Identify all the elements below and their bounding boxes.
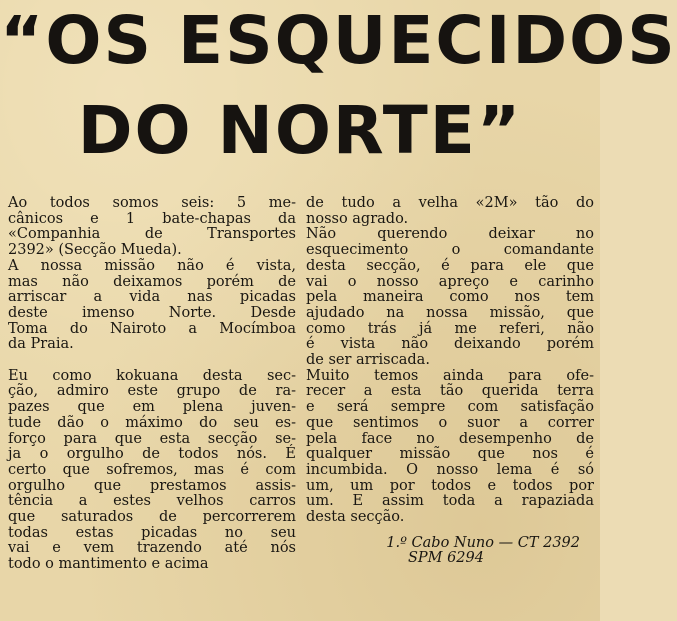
headline-line-1: “OS ESQUECIDOS	[0, 2, 677, 79]
text-line: vai e vem trazendo até nós	[8, 540, 296, 557]
text-line: Não querendo deixar no	[306, 226, 594, 243]
text-line: que sentimos o suor a correr	[306, 414, 594, 431]
text-line: Toma do Nairoto a Mocímboa	[8, 320, 296, 337]
text-line: é vista não deixando porém	[306, 336, 594, 353]
text-line: de ser arriscada.	[306, 352, 430, 369]
text-line: esquecimento o comandante	[306, 242, 594, 259]
text-line: recer a esta tão querida terra	[306, 383, 594, 400]
text-line: todas estas picadas no seu	[8, 524, 296, 541]
paragraph	[8, 259, 296, 353]
text-line: ja o orgulho de todos nós. É	[8, 446, 296, 463]
text-line: como trás já me referi, não	[306, 320, 594, 337]
text-line: Eu como kokuana desta sec-	[8, 367, 296, 384]
text-line: ajudado na nossa missão, que	[306, 304, 594, 321]
text-line: desta secção, é para ele que	[306, 257, 594, 274]
text-line: mas não deixamos porém de	[8, 273, 296, 290]
left-column	[8, 196, 296, 573]
text-line: tência a estes velhos carros	[8, 493, 296, 510]
text-line: A nossa missão não é vista,	[8, 257, 296, 274]
text-line: «Companhia de Transportes	[8, 226, 296, 243]
text-line: pela face no desempenho de	[306, 430, 594, 447]
text-line: qualquer missão que nos é	[306, 446, 594, 463]
text-line: pela maneira como nos tem	[306, 289, 594, 306]
text-line: vai o nosso apreço e carinho	[306, 273, 594, 290]
paragraph	[306, 227, 594, 368]
text-line: arriscar a vida nas picadas	[8, 289, 296, 306]
paragraph	[8, 196, 296, 259]
text-line: nosso agrado.	[306, 210, 409, 227]
text-line: cânicos e 1 bate-chapas da	[8, 210, 296, 227]
signature-postal: SPM 6294	[407, 550, 484, 567]
paragraph	[8, 369, 296, 573]
text-line: orgulho que prestamos assis-	[8, 477, 296, 494]
text-line: pazes que em plena juven-	[8, 399, 296, 416]
text-line: deste imenso Norte. Desde	[8, 304, 296, 321]
text-line: de tudo a velha «2M» tão do	[306, 195, 594, 211]
text-line: tude dão o máximo do seu es-	[8, 414, 296, 431]
text-line: e será sempre com satisfação	[306, 399, 594, 416]
paragraph	[306, 196, 594, 227]
paragraph-gap	[8, 353, 296, 369]
text-line: certo que sofremos, mas é com	[8, 461, 296, 478]
right-column	[306, 196, 594, 567]
text-line: incumbida. O nosso lema é só	[306, 461, 594, 478]
text-line: da Praia.	[8, 336, 74, 353]
text-line: que saturados de percorrerem	[8, 509, 296, 526]
text-line: Ao todos somos seis: 5 me-	[8, 195, 296, 211]
signature-author: 1.º Cabo Nuno — CT 2392	[386, 534, 580, 551]
text-line: ção, admiro este grupo de ra-	[8, 383, 296, 400]
text-line: um, um por todos e todos por	[306, 477, 594, 494]
headline-line-2: DO NORTE”	[77, 92, 523, 169]
article-body	[8, 196, 592, 616]
text-line: Muito temos ainda para ofe-	[306, 367, 594, 384]
paragraph	[306, 369, 594, 526]
text-line: desta secção.	[306, 509, 405, 526]
text-line: 2392» (Secção Mueda).	[8, 242, 182, 259]
text-line: todo o mantimento e acima	[8, 556, 209, 573]
text-line: forço para que esta secção se-	[8, 430, 296, 447]
text-line: um. E assim toda a rapaziada	[306, 493, 594, 510]
